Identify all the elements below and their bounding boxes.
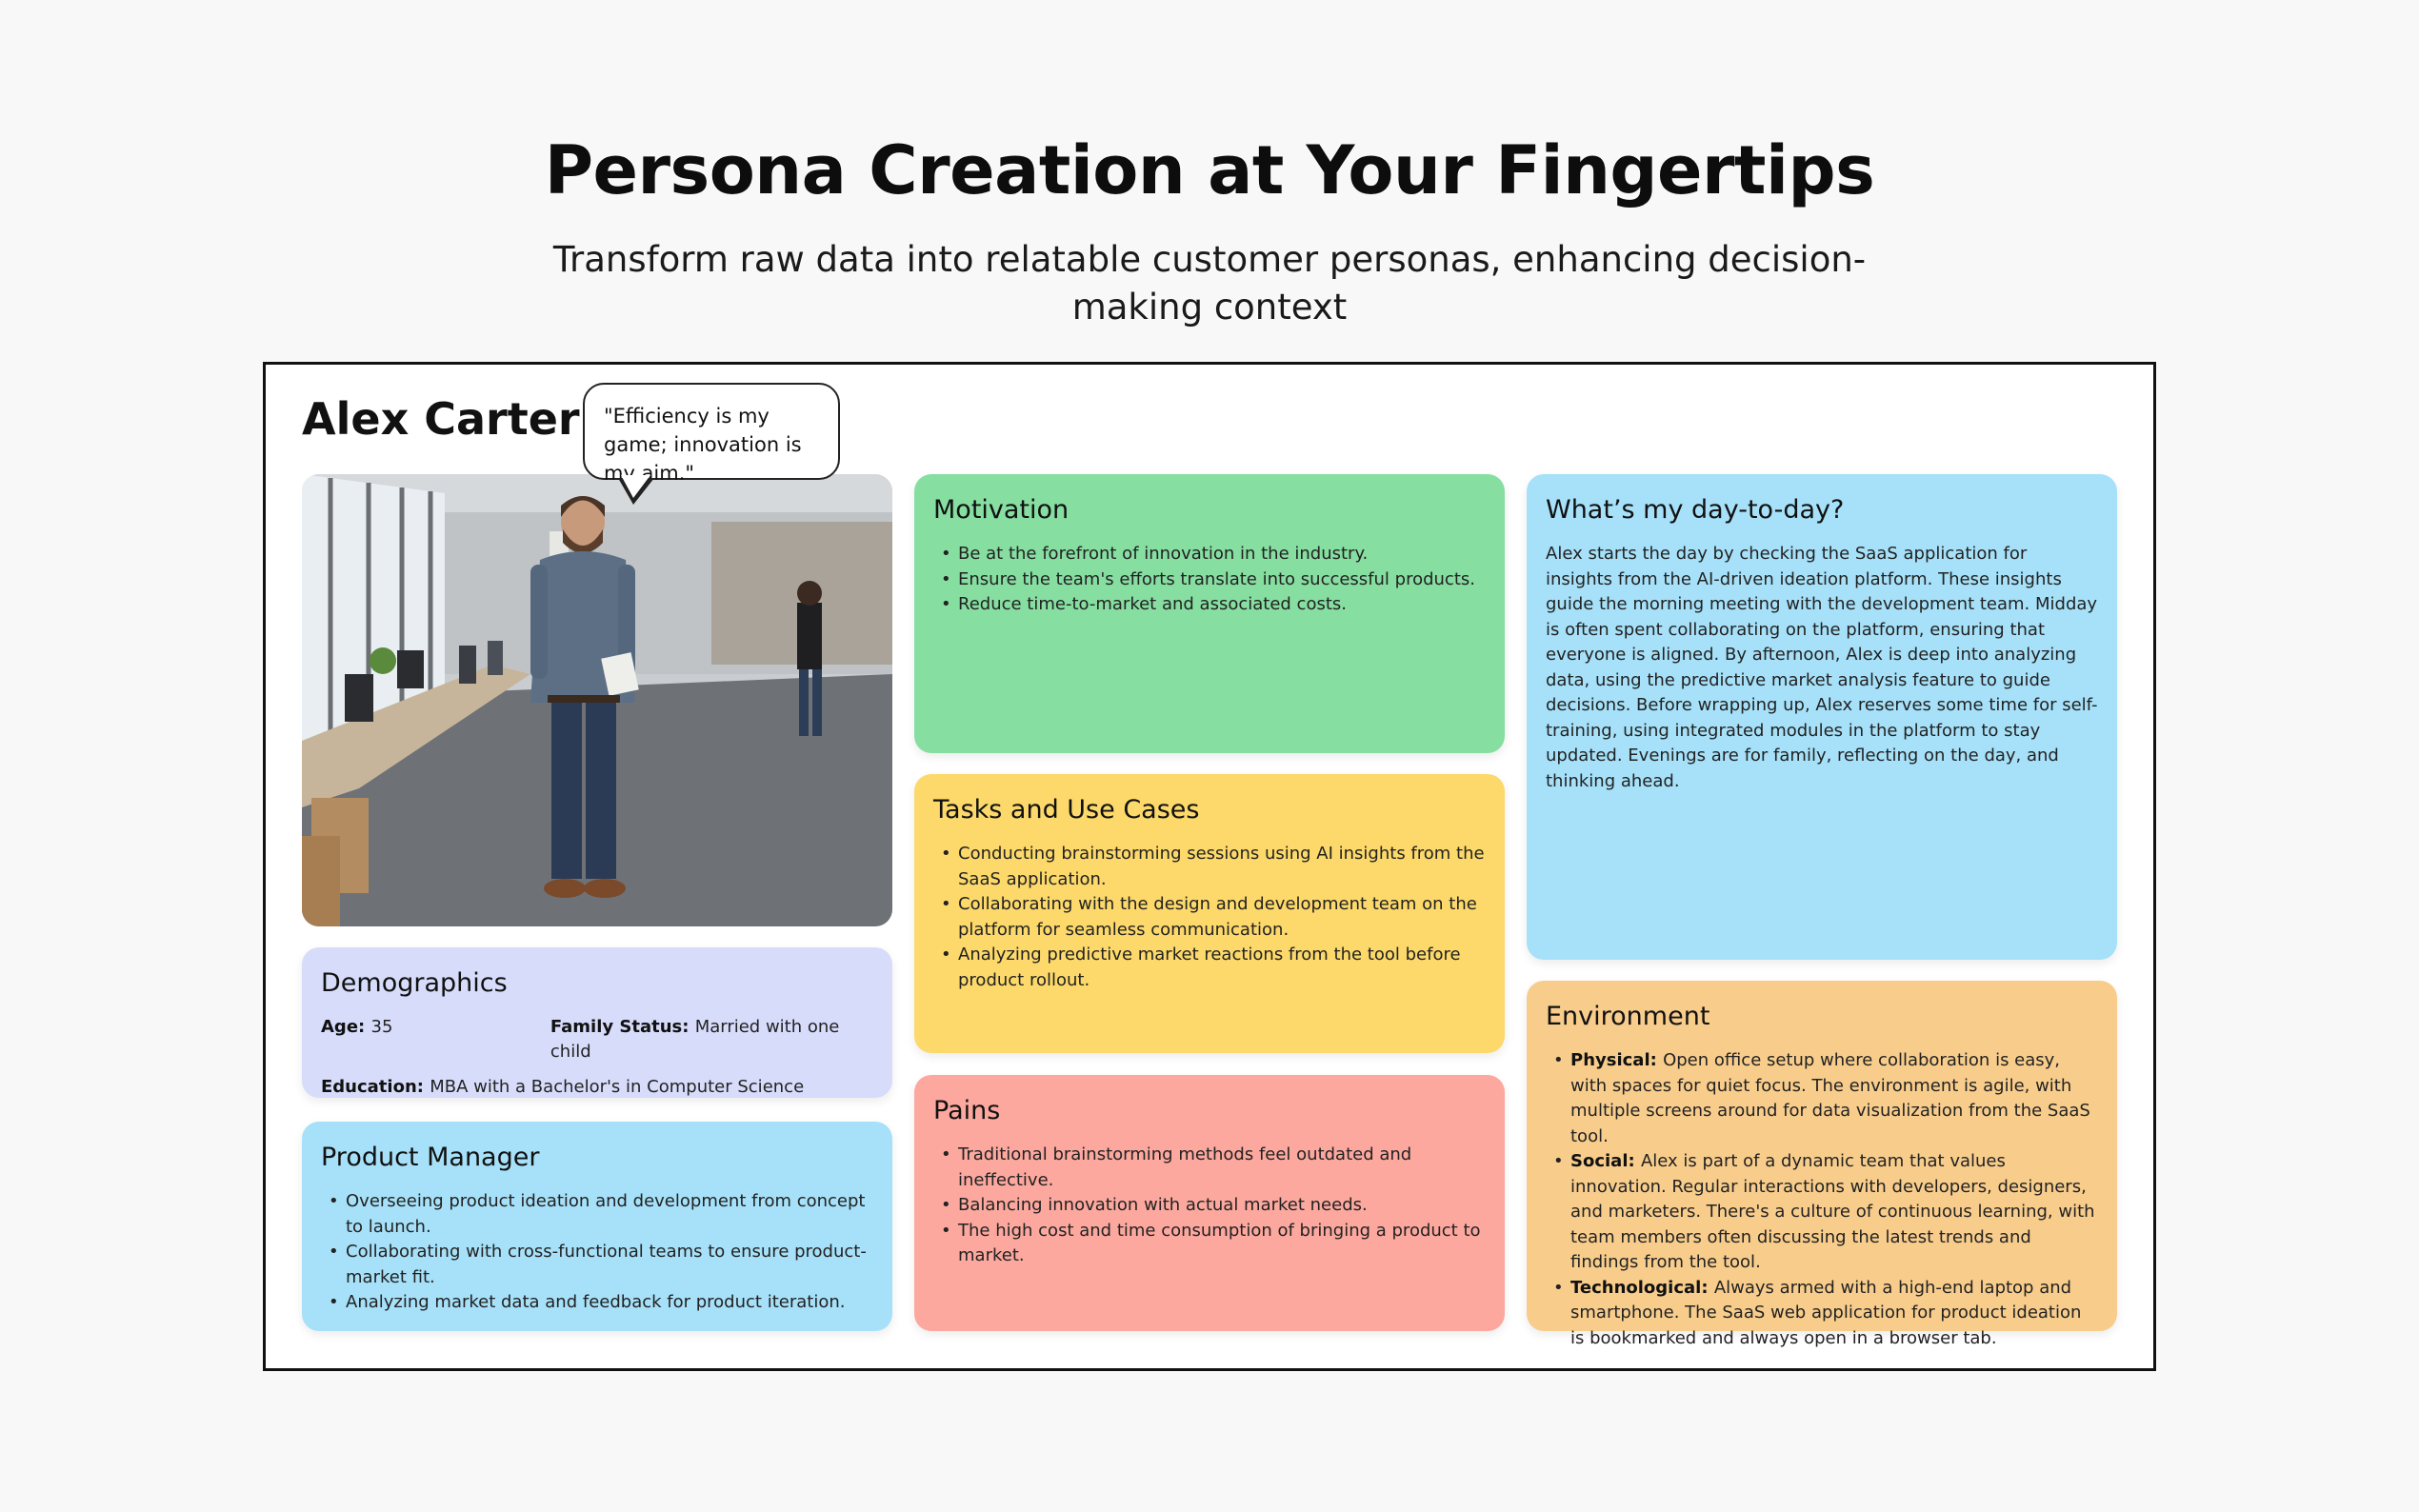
pains-list (933, 1143, 1486, 1269)
pains-title: Pains (933, 1096, 1001, 1125)
page-subtitle: Transform raw data into relatable customer personas, enhancing decision-making context (552, 239, 1867, 328)
environment-item-social (1546, 1149, 2098, 1276)
demographics-title: Demographics (321, 968, 508, 998)
list-item: • Conducting brainstorming sessions using AI insights from the SaaS application. (933, 842, 1486, 892)
tasks-list (933, 842, 1486, 993)
list-item: • Be at the forefront of innovation in the industry. (933, 542, 1486, 567)
list-item: • Balancing innovation with actual market needs. (933, 1193, 1486, 1219)
day-to-day-text: Alex starts the day by checking the SaaS application for insights from the AI-driven ideation platform. These insights guide the morning meeting with the development team. Midday is often spent collaborating on the platform, ensuring that everyone is aligned. By afternoon, Alex is deep into analyzing data, using the predictive market analysis feature to guide decisions. Before wrapping up, Alex reserves some time for self-training, using integrated modules in the platform to stay updated. Evenings are for family, reflecting on the day, and thinking ahead. (1546, 544, 2098, 791)
role-title: Product Manager (321, 1143, 540, 1172)
environment-text: Open office setup where collaboration is easy, with spaces for quiet focus. The environment is agile, with multiple screens around for data visualization from the SaaS tool. (1570, 1050, 2090, 1146)
office-scene-image (302, 474, 892, 926)
role-list (321, 1189, 873, 1316)
list-item: • Collaborating with cross-functional teams to ensure product-market fit. (321, 1240, 873, 1290)
environment-text: Always armed with a high-end laptop and smartphone. The SaaS web application for product ideation is bookmarked and always open in a browser tab. (1570, 1277, 2082, 1348)
environment-label: Physical: (1570, 1050, 1664, 1070)
list-item: • Overseeing product ideation and development from concept to launch. (321, 1189, 873, 1240)
environment-label: Social: (1570, 1151, 1641, 1171)
motivation-list (933, 542, 1486, 618)
demographics-card (302, 947, 892, 1098)
age-value: 35 (370, 1017, 393, 1037)
motivation-title: Motivation (933, 495, 1070, 525)
environment-label: Technological: (1570, 1277, 1714, 1298)
education-label: Education: (321, 1077, 430, 1097)
role-card (302, 1122, 892, 1331)
education-value: MBA with a Bachelor's in Computer Science (430, 1077, 805, 1097)
environment-card (1527, 981, 2117, 1348)
motivation-card (914, 474, 1505, 753)
list-item: • Analyzing predictive market reactions from the tool before product rollout. (933, 943, 1486, 993)
persona-name: Alex Carter (302, 393, 580, 445)
list-item: • Ensure the team's efforts translate into successful products. (933, 567, 1486, 593)
age-label: Age: (321, 1017, 371, 1037)
family-status-label: Family Status: (550, 1017, 695, 1037)
environment-list (1546, 1048, 2098, 1351)
education-field (321, 1075, 804, 1100)
environment-text: Alex is part of a dynamic team that values innovation. Regular interactions with developers, designers, and marketers. There's a culture of continuous learning, with team members often discussing the latest trends and findings from the tool. (1570, 1151, 2095, 1272)
quote-bubble-tail (618, 478, 654, 505)
age-field (321, 1015, 550, 1064)
list-item: • The high cost and time consumption of bringing a product to market. (933, 1219, 1486, 1269)
family-status-field (550, 1015, 873, 1064)
tasks-card (914, 774, 1505, 1053)
list-item: • Traditional brainstorming methods feel outdated and ineffective. (933, 1143, 1486, 1193)
list-item: • Reduce time-to-market and associated costs. (933, 592, 1486, 618)
quote-bubble: "Efficiency is my game; innovation is my aim." (583, 383, 840, 480)
demographics-row-1 (321, 1015, 873, 1064)
list-item: • Collaborating with the design and development team on the platform for seamless communication. (933, 892, 1486, 943)
persona-board (263, 362, 2156, 1371)
persona-photo (302, 474, 892, 926)
environment-title: Environment (1546, 1002, 1710, 1031)
pains-card (914, 1075, 1505, 1331)
tasks-title: Tasks and Use Cases (933, 795, 1200, 825)
day-to-day-card (1527, 474, 2117, 960)
page-title: Persona Creation at Your Fingertips (544, 131, 1875, 209)
environment-item-physical (1546, 1048, 2098, 1149)
list-item: • Analyzing market data and feedback for product iteration. (321, 1290, 873, 1316)
family-status-value: Married with one child (550, 1017, 840, 1062)
day-to-day-title: What’s my day-to-day? (1546, 495, 1845, 525)
demographics-row-2 (321, 1075, 873, 1100)
environment-item-technological (1546, 1276, 2098, 1352)
